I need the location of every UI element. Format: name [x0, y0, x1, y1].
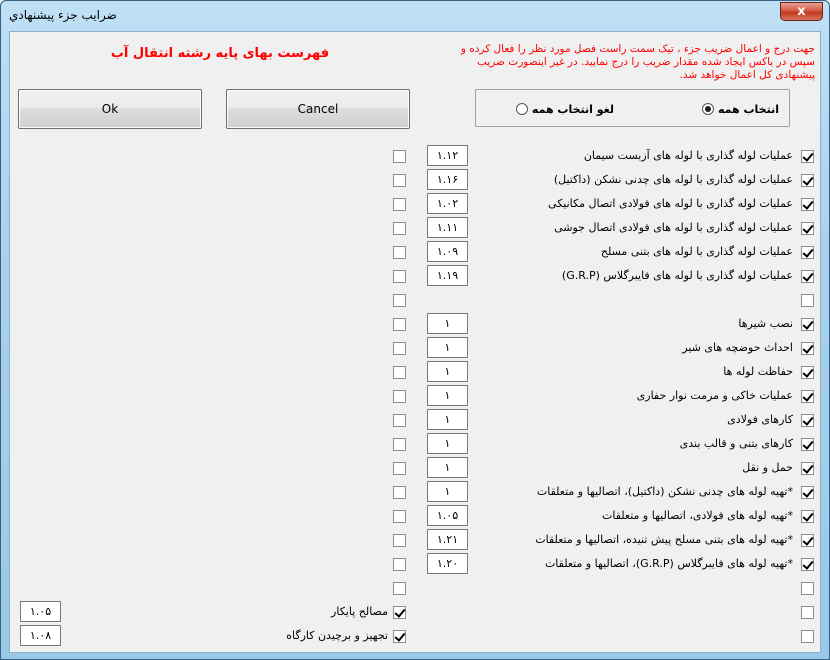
item-label: حمل و نقل: [742, 461, 793, 474]
secondary-checkbox[interactable]: [393, 390, 406, 403]
item-label: عملیات لوله گذاری با لوله های فولادی اتصال مکانیکی: [548, 197, 793, 210]
item-checkbox[interactable]: [801, 582, 814, 595]
coefficient-input[interactable]: ۱.۱۱: [427, 217, 468, 238]
secondary-checkbox[interactable]: [393, 462, 406, 475]
item-checkbox[interactable]: [801, 294, 814, 307]
select-all-radio[interactable]: [702, 101, 779, 117]
coefficient-input[interactable]: ۱: [427, 337, 468, 358]
secondary-checkbox[interactable]: [393, 366, 406, 379]
secondary-checkbox[interactable]: [393, 534, 406, 547]
item-checkbox[interactable]: [801, 606, 814, 619]
coefficient-input[interactable]: ۱.۲۱: [427, 529, 468, 550]
secondary-checkbox[interactable]: [393, 438, 406, 451]
coefficient-input[interactable]: ۱.۱۹: [427, 265, 468, 286]
secondary-checkbox[interactable]: [393, 558, 406, 571]
item-label: عملیات لوله گذاری با لوله های فایبرگلاس (G.R.P): [561, 269, 793, 282]
item-checkbox[interactable]: [801, 342, 814, 355]
item-label: عملیات لوله گذاری با لوله های چدنی نشکن (داکتیل): [553, 173, 793, 186]
item-checkbox[interactable]: [801, 414, 814, 427]
coefficient-input[interactable]: ۱.۲۰: [427, 553, 468, 574]
coefficient-input[interactable]: ۱.۱۲: [427, 145, 468, 166]
selection-frame: [475, 89, 790, 127]
left-coefficient-input[interactable]: ۱.۰۵: [20, 601, 61, 622]
item-label: عملیات لوله گذاری با لوله های بتنی مسلح: [600, 245, 793, 258]
item-checkbox[interactable]: [801, 438, 814, 451]
dialog-client-area: [9, 31, 821, 653]
item-checkbox[interactable]: [801, 270, 814, 283]
item-checkbox[interactable]: [801, 630, 814, 643]
secondary-checkbox[interactable]: [393, 414, 406, 427]
coefficient-input[interactable]: ۱: [427, 313, 468, 334]
item-checkbox[interactable]: [801, 390, 814, 403]
item-checkbox[interactable]: [801, 246, 814, 259]
secondary-checkbox[interactable]: [393, 510, 406, 523]
deselect-all-radio[interactable]: [516, 101, 614, 117]
item-label: *تهیه لوله های بتنی مسلح پیش تنیده، اتصالیها و متعلقات: [535, 533, 793, 546]
secondary-checkbox[interactable]: [393, 606, 406, 619]
coefficient-input[interactable]: ۱.۰۲: [427, 193, 468, 214]
item-label: عملیات لوله گذاری با لوله های فولادی اتصال جوشی: [554, 221, 793, 234]
secondary-checkbox[interactable]: [393, 582, 406, 595]
item-checkbox[interactable]: [801, 510, 814, 523]
item-checkbox[interactable]: [801, 366, 814, 379]
coefficient-input[interactable]: ۱.۰۵: [427, 505, 468, 526]
instructions-text: جهت درج و اعمال ضریب جزء ، تیک سمت راست فصل مورد نظر را فعال کرده و سپس در باکس ایجاد شده مقدار ضریب را درج نمایید. در غیر اینصورت ضریب پیشنهادی کل اعمال خواهد شد.: [460, 43, 815, 81]
secondary-checkbox[interactable]: [393, 630, 406, 643]
ok-button[interactable]: Ok: [18, 89, 202, 129]
form-title: فهرست بهای پایه رشته انتقال آب: [110, 46, 330, 61]
item-checkbox[interactable]: [801, 174, 814, 187]
secondary-checkbox[interactable]: [393, 270, 406, 283]
item-label: *تهیه لوله های فایبرگلاس (G.R.P)، اتصالیها و متعلقات: [544, 557, 793, 570]
item-checkbox[interactable]: [801, 486, 814, 499]
item-checkbox[interactable]: [801, 150, 814, 163]
item-label: نصب شیرها: [738, 317, 793, 330]
window-title: ضرايب جزء پيشنهادي: [9, 8, 117, 22]
select-all-label: انتخاب همه: [717, 102, 779, 116]
coefficient-input[interactable]: ۱.۱۶: [427, 169, 468, 190]
item-label: کارهای بتنی و قالب بندی: [679, 437, 793, 450]
item-label: حفاظت لوله ها: [723, 365, 793, 378]
item-checkbox[interactable]: [801, 222, 814, 235]
select-all-radio-circle[interactable]: [702, 103, 714, 115]
coefficient-input[interactable]: ۱: [427, 457, 468, 478]
item-checkbox[interactable]: [801, 558, 814, 571]
item-checkbox[interactable]: [801, 318, 814, 331]
item-label: *تهیه لوله های فولادی، اتصالیها و متعلقات: [602, 509, 793, 522]
coefficient-input[interactable]: ۱: [427, 385, 468, 406]
coefficient-input[interactable]: ۱: [427, 481, 468, 502]
item-label: احداث حوضچه های شیر: [682, 341, 793, 354]
left-coefficient-input[interactable]: ۱.۰۸: [20, 625, 61, 646]
secondary-checkbox[interactable]: [393, 246, 406, 259]
close-button[interactable]: x: [780, 2, 823, 21]
deselect-all-label: لغو انتخاب همه: [531, 102, 614, 116]
item-checkbox[interactable]: [801, 534, 814, 547]
title-bar[interactable]: [1, 1, 829, 31]
coefficient-input[interactable]: ۱: [427, 409, 468, 430]
item-label: کارهای فولادی: [727, 413, 793, 426]
secondary-checkbox[interactable]: [393, 198, 406, 211]
secondary-checkbox[interactable]: [393, 222, 406, 235]
secondary-checkbox[interactable]: [393, 294, 406, 307]
coefficient-input[interactable]: ۱: [427, 361, 468, 382]
secondary-checkbox[interactable]: [393, 174, 406, 187]
deselect-all-radio-circle[interactable]: [516, 103, 528, 115]
cancel-button[interactable]: Cancel: [226, 89, 410, 129]
left-item-label: مصالح پایکار: [331, 605, 388, 618]
coefficient-input[interactable]: ۱.۰۹: [427, 241, 468, 262]
item-checkbox[interactable]: [801, 462, 814, 475]
item-label: *تهیه لوله های چدنی نشکن (داکتیل)، اتصالیها و متعلقات: [536, 485, 793, 498]
secondary-checkbox[interactable]: [393, 342, 406, 355]
item-checkbox[interactable]: [801, 198, 814, 211]
coefficient-input[interactable]: ۱: [427, 433, 468, 454]
item-label: عملیات خاکی و مرمت نوار حفاری: [636, 389, 793, 402]
secondary-checkbox[interactable]: [393, 150, 406, 163]
left-item-label: تجهیز و برچیدن کارگاه: [286, 629, 388, 642]
secondary-checkbox[interactable]: [393, 486, 406, 499]
item-label: عملیات لوله گذاری با لوله های آزبست سیمان: [583, 149, 793, 162]
secondary-checkbox[interactable]: [393, 318, 406, 331]
